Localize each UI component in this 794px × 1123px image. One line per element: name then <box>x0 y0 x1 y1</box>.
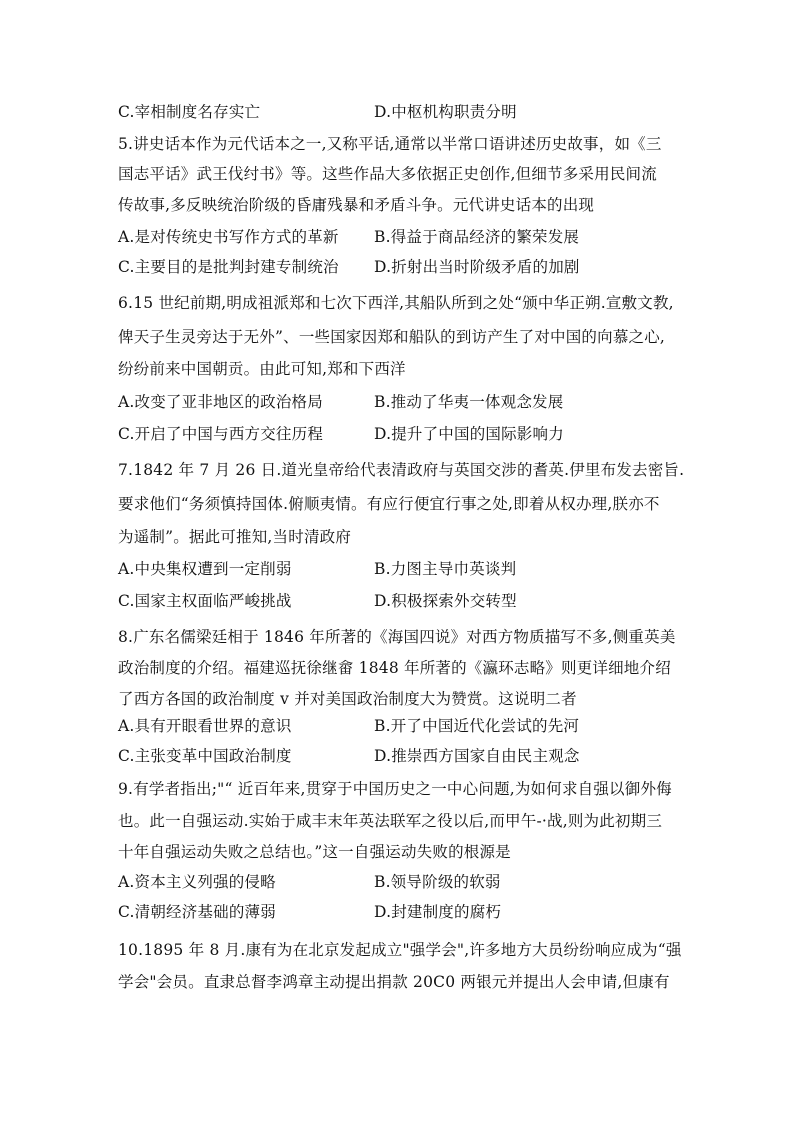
question-5-stem-line-2: 国志平话》武王伐纣书》等。这些作品大多依据正史创作,但细节多采用民间流 <box>118 165 657 183</box>
question-9-stem-line-1: 9.有学者指出;"“ 近百年来,贯穿于中国历史之一中心问题,为如何求自强以御外侮 <box>118 780 672 798</box>
option-8D: D.推崇西方国家自由民主观念 <box>374 747 580 765</box>
option-6D: D.提升了中国的国际影响力 <box>374 425 564 443</box>
question-6-stem-line-1: 6.15 世纪前期,明成祖派郑和七次下西洋,其船队所到之处“颁中华正朔.宣敷文教, <box>118 294 674 312</box>
option-6C: C.开启了中国与西方交往历程 <box>118 425 324 443</box>
question-8-stem-line-2: 政治制度的介绍。福建巡抚徐继畲 1848 年所著的《瀛环志略》则更详细地介绍 <box>118 659 671 677</box>
option-8A: A.具有开眼看世界的意识 <box>118 717 292 735</box>
option-9D: D.封建制度的腐朽 <box>374 903 502 921</box>
option-5A: A.是对传统史书写作方式的革新 <box>118 228 339 246</box>
option-5D: D.折射出当时阶级矛盾的加剧 <box>374 258 580 276</box>
option-5B: B.得益于商品经济的繁荣发展 <box>374 228 580 246</box>
option-6A: A.改变了亚非地区的政治格局 <box>118 393 323 411</box>
question-8-stem-line-3: 了西方各国的政治制度 v 并对美国政治制度大为赞赏。这说明二者 <box>118 690 577 708</box>
question-6-stem-line-2: 俾天子生灵旁达于无外”、一些国家因郑和船队的到访产生了对中国的向慕之心, <box>118 328 666 346</box>
question-5-stem-line-3: 传故事,多反映统治阶级的昏庸残暴和矛盾斗争。元代讲史话本的出现 <box>118 196 595 214</box>
question-10-stem-line-2: 学会"会员。直隶总督李鸿章主动提出捐款 20C0 两银元并提出人会申请,但康有 <box>118 973 670 991</box>
option-7B: B.力图主导巾英谈判 <box>374 560 517 578</box>
option-8C: C.主张变革中国政治制度 <box>118 747 292 765</box>
option-7C: C.国家主权面临严峻挑战 <box>118 592 292 610</box>
option-4C: C.宰相制度名存实亡 <box>118 103 261 121</box>
question-8-stem-line-1: 8.广东名儒梁廷相于 1846 年所著的《海国四说》对西方物质描写不多,侧重英美 <box>118 628 676 646</box>
question-7-stem-line-1: 7.1842 年 7 月 26 日.道光皇帝给代表清政府与英国交涉的耆英.伊里布发去密旨. <box>118 461 685 479</box>
option-5C: C.主要目的是批判封建专制统治 <box>118 258 339 276</box>
question-9-stem-line-3: 十年自强运动失败之总结也。”这一自强运动失败的根源是 <box>118 843 511 861</box>
option-9A: A.资本主义列强的侵略 <box>118 873 276 891</box>
question-5-stem-line-1: 5.讲史话本作为元代话本之一,又称平话,通常以半常口语讲述历史故事，如《三 <box>118 135 662 153</box>
question-6-stem-line-3: 纷纷前来中国朝贡。由此可知,郑和下西洋 <box>118 360 406 378</box>
option-9C: C.清朝经济基础的薄弱 <box>118 903 276 921</box>
option-7A: A.中央集权遭到一定削弱 <box>118 560 292 578</box>
option-9B: B.领导阶级的软弱 <box>374 873 501 891</box>
option-4D: D.中枢机构职责分明 <box>374 103 517 121</box>
question-7-stem-line-3: 为遥制”。据此可推知,当时清政府 <box>118 528 352 546</box>
question-10-stem-line-1: 10.1895 年 8 月.康有为在北京发起成立"强学会",许多地方大员纷纷响应成为“强 <box>118 941 682 959</box>
option-8B: B.开了中国近代化尝试的先河 <box>374 717 580 735</box>
question-9-stem-line-2: 也。此一自强运动.实始于咸丰末年英法联军之役以后,而甲午-·战,则为此初期三 <box>118 812 663 830</box>
option-6B: B.推动了华夷一体观念发展 <box>374 393 564 411</box>
question-7-stem-line-2: 要求他们“务须慎持国体.俯顺夷情。有应行便宜行事之处,即着从权办理,朕亦不 <box>118 495 660 513</box>
option-7D: D.积极探索外交转型 <box>374 592 517 610</box>
